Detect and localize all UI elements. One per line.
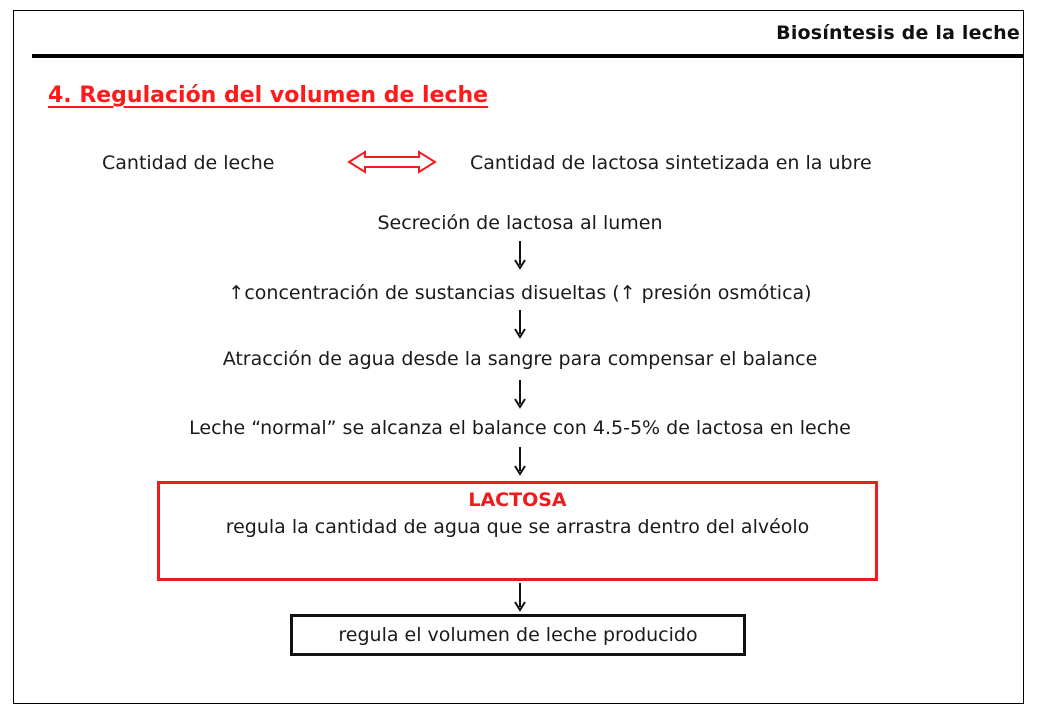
down-arrow-icon xyxy=(512,379,528,409)
flow-step-3: Atracción de agua desde la sangre para compensar el balance xyxy=(222,348,818,370)
section-title: 4. Regulación del volumen de leche xyxy=(48,83,489,108)
header-divider xyxy=(32,54,1024,58)
milk-volume-result-box: regula el volumen de leche producido xyxy=(290,614,746,656)
lactose-description: regula la cantidad de agua que se arrastra dentro del alvéolo xyxy=(225,516,810,538)
milk-quantity-label: Cantidad de leche xyxy=(102,152,275,174)
lactose-quantity-label: Cantidad de lactosa sintetizada en la ubre xyxy=(470,152,872,174)
lactose-title: LACTOSA xyxy=(468,489,567,511)
slide-header-title: Biosíntesis de la leche xyxy=(776,22,1020,44)
down-arrow-icon xyxy=(512,309,528,339)
down-arrow-icon xyxy=(512,582,528,612)
flow-step-2: ↑concentración de sustancias disueltas (↑ presión osmótica) xyxy=(228,282,812,304)
flow-step-4: Leche “normal” se alcanza el balance con 4.5-5% de lactosa en leche xyxy=(189,417,851,439)
down-arrow-icon xyxy=(512,240,528,270)
double-arrow-icon xyxy=(347,150,437,174)
flow-step-1: Secreción de lactosa al lumen xyxy=(377,212,663,234)
lactose-highlight-box xyxy=(157,481,878,581)
down-arrow-icon xyxy=(512,446,528,476)
